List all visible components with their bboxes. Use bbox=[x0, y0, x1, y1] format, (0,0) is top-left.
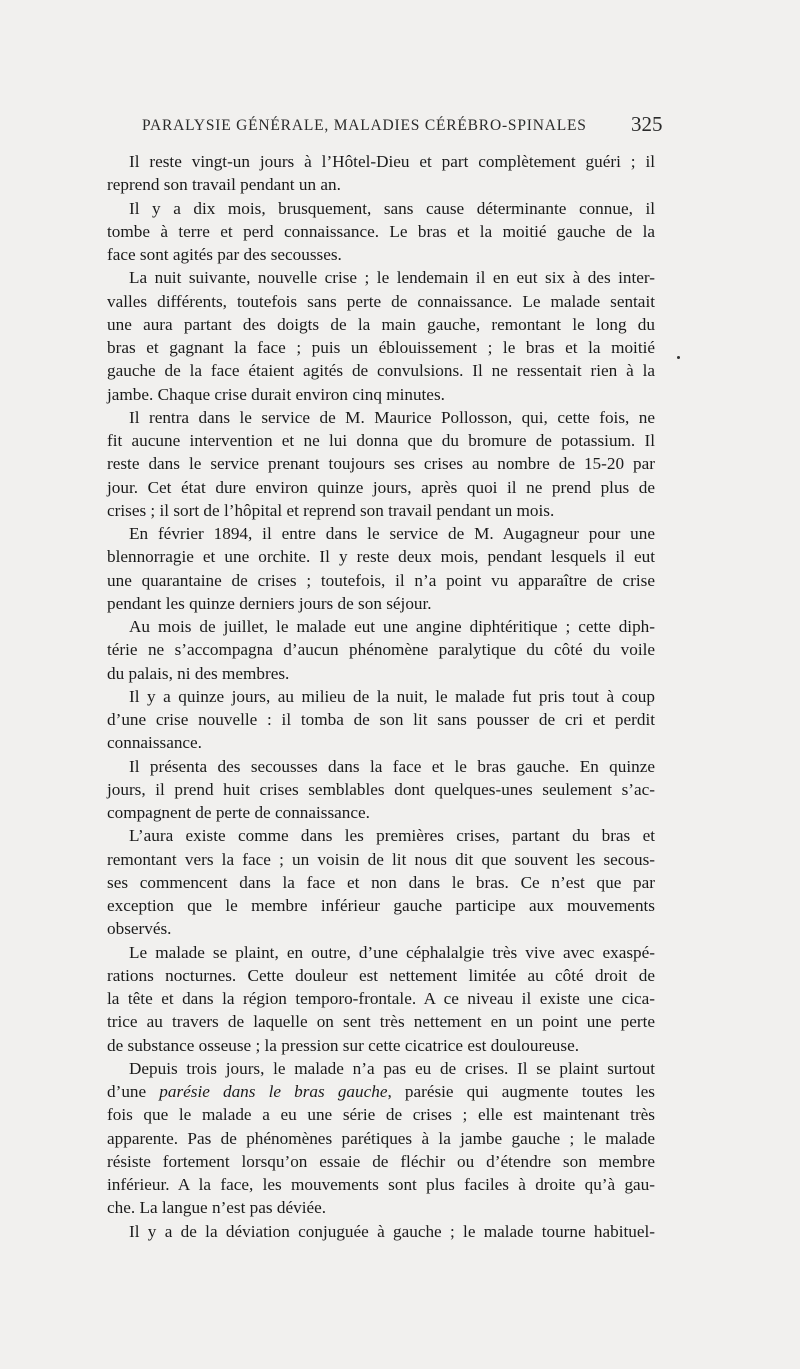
text-line: jambe. Chaque crise durait environ cinq minutes. bbox=[107, 384, 445, 404]
margin-mark bbox=[677, 356, 680, 359]
text-line: bras et gagnant la face ; puis un éblouissement ; le bras et la moitié bbox=[107, 338, 655, 357]
text-line: reprend son travail pendant un an. bbox=[107, 175, 341, 195]
text-line: tombe à terre et perd connaissance. Le bras et la moitié gauche de la bbox=[107, 221, 655, 241]
text-line: fois que le malade a eu une série de crises ; elle est maintenant très bbox=[107, 1105, 655, 1125]
text-line: fit aucune intervention et ne lui donna que du bromure de potassium. Il bbox=[107, 431, 655, 450]
text-line: Le malade se plaint, en outre, d’une céphalalgie très vive avec exaspé- bbox=[129, 942, 655, 962]
text-line: blennorragie et une orchite. Il y reste deux mois, pendant lesquels il eut bbox=[107, 547, 655, 567]
text-line: compagnent de perte de connaissance. bbox=[107, 803, 370, 822]
text-line: remontant vers la face ; un voisin de lit nous dit que souvent les secous- bbox=[107, 849, 655, 869]
text-line: Il rentra dans le service de M. Maurice Pollosson, qui, cette fois, ne bbox=[129, 407, 655, 427]
body-text bbox=[107, 150, 655, 1243]
text-line: du palais, ni des membres. bbox=[107, 663, 290, 683]
text-line: Il reste vingt-un jours à l’Hôtel-Dieu et part complètement guéri ; il bbox=[129, 152, 655, 171]
text-line: une quarantaine de crises ; toutefois, il n’a point vu apparaître de crise bbox=[107, 570, 655, 590]
text-line: exception que le membre inférieur gauche participe aux mouvements bbox=[107, 896, 655, 915]
running-head: PARALYSIE GÉNÉRALE, MALADIES CÉRÉBRO-SPINALES bbox=[142, 117, 587, 134]
text-line: rations nocturnes. Cette douleur est nettement limitée au côté droit de bbox=[107, 965, 655, 985]
text-line: Il y a dix mois, brusquement, sans cause déterminante connue, il bbox=[129, 198, 655, 218]
text-line: inférieur. A la face, les mouvements sont plus faciles à droite qu’à gau- bbox=[107, 1175, 655, 1194]
text-line: apparente. Pas de phénomènes parétiques à la jambe gauche ; le malade bbox=[107, 1128, 655, 1148]
text-line: Il y a de la déviation conjuguée à gauche ; le malade tourne habituel- bbox=[129, 1221, 655, 1241]
text-line: ses commencent dans la face et non dans le bras. Ce n’est que par bbox=[107, 872, 655, 892]
text-line: reste dans le service prenant toujours ses crises au nombre de 15-20 par bbox=[107, 454, 655, 474]
italic-phrase: parésie dans le bras gauche bbox=[159, 1082, 388, 1101]
text-line: térie ne s’accompagna d’aucun phénomène paralytique du côté du voile bbox=[107, 640, 655, 660]
text-line: jour. Cet état dure environ quinze jours, après quoi il ne prend plus de bbox=[107, 477, 655, 497]
page-number: 325 bbox=[631, 112, 663, 136]
text-segment: d’une bbox=[107, 1082, 160, 1101]
text-line: observés. bbox=[107, 919, 172, 939]
text-line: pendant les quinze derniers jours de son séjour. bbox=[107, 593, 432, 613]
text-line: jours, il prend huit crises semblables dont quelques-unes seulement s’ac- bbox=[107, 779, 655, 799]
text-line bbox=[107, 1080, 655, 1103]
text-line: trice au travers de laquelle on sent très nettement en un point une perte bbox=[107, 1012, 655, 1032]
text-line: La nuit suivante, nouvelle crise ; le lendemain il en eut six à des inter- bbox=[129, 268, 655, 288]
text-segment: , parésie qui augmente toutes les bbox=[387, 1082, 655, 1101]
text-line: En février 1894, il entre dans le service de M. Augagneur pour une bbox=[129, 524, 655, 543]
text-line: crises ; il sort de l’hôpital et reprend son travail pendant un mois. bbox=[107, 500, 555, 520]
text-line: L’aura existe comme dans les premières crises, partant du bras et bbox=[129, 826, 655, 846]
text-line: Au mois de juillet, le malade eut une angine diphtéritique ; cette diph- bbox=[129, 617, 655, 636]
text-line: la tête et dans la région temporo-frontale. A ce niveau il existe une cica- bbox=[107, 989, 655, 1008]
text-line: d’une crise nouvelle : il tomba de son lit sans pousser de cri et perdit bbox=[107, 710, 655, 729]
text-line: connaissance. bbox=[107, 733, 202, 753]
text-line: de substance osseuse ; la pression sur cette cicatrice est douloureuse. bbox=[107, 1035, 580, 1055]
text-line: Il présenta des secousses dans la face et le bras gauche. En quinze bbox=[129, 756, 655, 776]
text-line: che. La langue n’est pas déviée. bbox=[107, 1198, 327, 1218]
text-line: face sont agités par des secousses. bbox=[107, 245, 342, 264]
text-line: gauche de la face étaient agités de convulsions. Il ne ressentait rien à la bbox=[107, 361, 655, 381]
text-line: une aura partant des doigts de la main gauche, remontant le long du bbox=[107, 314, 655, 334]
text-line: valles différents, toutefois sans perte de connaissance. Le malade sentait bbox=[107, 291, 655, 311]
text-line: Il y a quinze jours, au milieu de la nuit, le malade fut pris tout à coup bbox=[129, 686, 655, 706]
text-line: résiste fortement lorsqu’on essaie de fléchir ou d’étendre son membre bbox=[107, 1151, 655, 1171]
text-line: Depuis trois jours, le malade n’a pas eu de crises. Il se plaint surtout bbox=[129, 1058, 655, 1078]
